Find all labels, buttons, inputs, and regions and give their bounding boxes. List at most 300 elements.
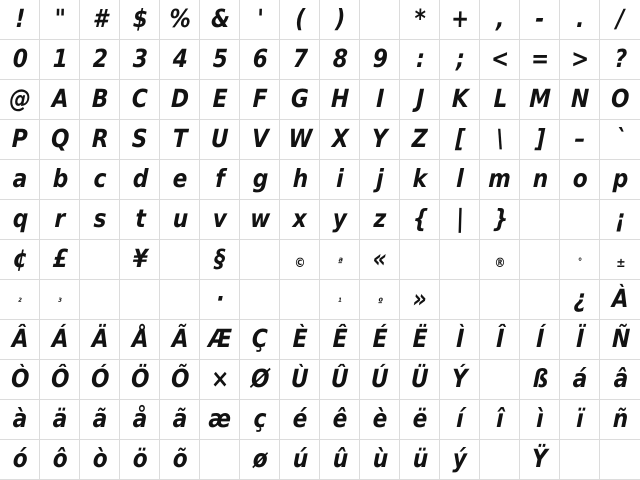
glyph-character: w [249, 204, 271, 233]
glyph-cell[interactable] [320, 200, 360, 240]
glyph-character: ª [337, 257, 343, 268]
glyph-character: ä [52, 404, 68, 433]
glyph-character: > [570, 44, 590, 73]
glyph-cell[interactable] [40, 280, 80, 320]
glyph-cell[interactable] [200, 40, 240, 80]
glyph-cell[interactable] [200, 0, 240, 40]
glyph-cell[interactable] [440, 80, 480, 120]
glyph-cell[interactable] [240, 360, 280, 400]
glyph-cell[interactable] [120, 160, 160, 200]
glyph-cell[interactable] [400, 200, 440, 240]
glyph-cell[interactable] [0, 40, 40, 80]
glyph-character: Z [411, 124, 429, 153]
glyph-character: ã [172, 404, 188, 433]
glyph-cell[interactable] [320, 360, 360, 400]
glyph-character: U [210, 124, 230, 153]
glyph-character: r [54, 204, 66, 233]
glyph-cell[interactable] [0, 0, 40, 40]
glyph-cell[interactable] [520, 360, 560, 400]
glyph-cell[interactable] [160, 120, 200, 160]
glyph-character: 6 [252, 44, 269, 73]
glyph-cell[interactable] [560, 240, 600, 280]
glyph-cell[interactable] [200, 160, 240, 200]
glyph-cell[interactable] [160, 40, 200, 80]
glyph-character: i [335, 164, 345, 193]
glyph-character: À [611, 284, 630, 313]
glyph-cell[interactable] [120, 320, 160, 360]
glyph-character: } [492, 204, 509, 233]
glyph-cell[interactable] [120, 360, 160, 400]
glyph-cell[interactable] [0, 320, 40, 360]
glyph-character: z [373, 204, 387, 233]
glyph-character: k [412, 164, 428, 193]
glyph-cell[interactable] [360, 440, 400, 480]
glyph-cell[interactable] [400, 320, 440, 360]
glyph-cell[interactable] [160, 440, 200, 480]
glyph-character: Y [371, 124, 389, 153]
glyph-character: g [251, 164, 269, 193]
glyph-character: Ý [451, 364, 469, 393]
glyph-cell[interactable] [0, 200, 40, 240]
glyph-character: S [131, 124, 149, 153]
glyph-cell[interactable] [360, 360, 400, 400]
glyph-character: ù [372, 444, 389, 473]
glyph-character: & [210, 4, 230, 33]
glyph-cell[interactable] [120, 120, 160, 160]
glyph-character: Ø [250, 364, 270, 393]
glyph-cell[interactable] [440, 280, 480, 320]
glyph-cell[interactable] [440, 40, 480, 80]
glyph-character: b [51, 164, 69, 193]
glyph-character: Q [50, 124, 70, 153]
glyph-character: ý [452, 444, 468, 473]
glyph-cell[interactable] [560, 440, 600, 480]
glyph-character: « [372, 244, 388, 273]
glyph-character: R [91, 124, 109, 153]
glyph-character [459, 244, 461, 273]
glyph-cell[interactable] [400, 280, 440, 320]
glyph-cell[interactable] [440, 120, 480, 160]
glyph-cell[interactable] [440, 0, 480, 40]
glyph-character: Õ [170, 364, 190, 393]
glyph-cell[interactable] [0, 400, 40, 440]
glyph-cell[interactable] [320, 120, 360, 160]
glyph-character: O [611, 84, 631, 113]
glyph-character: è [372, 404, 388, 433]
glyph-character: õ [172, 444, 188, 473]
glyph-character: 9 [372, 44, 389, 73]
glyph-cell[interactable] [80, 0, 120, 40]
glyph-cell[interactable] [160, 240, 200, 280]
glyph-cell[interactable] [360, 40, 400, 80]
glyph-cell[interactable] [80, 240, 120, 280]
glyph-cell[interactable] [120, 80, 160, 120]
glyph-cell[interactable] [400, 120, 440, 160]
glyph-cell[interactable] [120, 280, 160, 320]
glyph-cell[interactable] [480, 320, 520, 360]
glyph-cell[interactable] [240, 240, 280, 280]
glyph-character: N [570, 84, 590, 113]
glyph-character: ñ [612, 404, 629, 433]
glyph-cell[interactable] [80, 40, 120, 80]
glyph-cell[interactable] [160, 200, 200, 240]
glyph-cell[interactable] [560, 360, 600, 400]
glyph-character: ¥ [132, 244, 149, 273]
glyph-cell[interactable] [480, 120, 520, 160]
glyph-cell[interactable] [560, 80, 600, 120]
glyph-character: l [455, 164, 465, 193]
glyph-character: ò [92, 444, 108, 473]
glyph-cell[interactable] [160, 0, 200, 40]
glyph-cell[interactable] [80, 360, 120, 400]
glyph-cell[interactable] [480, 40, 520, 80]
glyph-cell[interactable] [480, 240, 520, 280]
glyph-cell[interactable] [0, 120, 40, 160]
glyph-cell[interactable] [80, 160, 120, 200]
glyph-cell[interactable] [240, 80, 280, 120]
glyph-cell[interactable] [360, 280, 400, 320]
glyph-cell[interactable] [200, 320, 240, 360]
glyph-character: Ì [455, 324, 465, 353]
glyph-cell[interactable] [360, 0, 400, 40]
glyph-character: @ [8, 84, 32, 113]
glyph-cell[interactable] [520, 160, 560, 200]
glyph-cell[interactable] [440, 360, 480, 400]
glyph-character: A [51, 84, 69, 113]
glyph-character: ô [52, 444, 68, 473]
glyph-cell[interactable] [560, 120, 600, 160]
glyph-cell[interactable] [0, 160, 40, 200]
glyph-cell[interactable] [600, 200, 640, 240]
glyph-cell[interactable] [600, 40, 640, 80]
glyph-character: Ï [575, 324, 585, 353]
glyph-cell[interactable] [80, 400, 120, 440]
glyph-cell[interactable] [400, 400, 440, 440]
glyph-cell[interactable] [80, 280, 120, 320]
glyph-character: P [11, 124, 29, 153]
glyph-cell[interactable] [360, 160, 400, 200]
glyph-cell[interactable] [280, 80, 320, 120]
glyph-cell[interactable] [120, 440, 160, 480]
glyph-character: Ä [91, 324, 109, 353]
glyph-cell[interactable] [80, 120, 120, 160]
glyph-cell[interactable] [400, 360, 440, 400]
glyph-character: f [214, 164, 226, 193]
glyph-cell[interactable] [520, 40, 560, 80]
glyph-cell[interactable] [400, 40, 440, 80]
glyph-cell[interactable] [480, 280, 520, 320]
glyph-character: é [292, 404, 308, 433]
glyph-character: Í [535, 324, 545, 353]
glyph-cell[interactable] [560, 200, 600, 240]
glyph-cell[interactable] [0, 240, 40, 280]
glyph-cell[interactable] [480, 440, 520, 480]
glyph-character: H [330, 84, 350, 113]
glyph-cell[interactable] [320, 160, 360, 200]
glyph-cell[interactable] [40, 440, 80, 480]
glyph-cell[interactable] [360, 120, 400, 160]
glyph-character: , [495, 4, 505, 33]
glyph-cell[interactable] [80, 200, 120, 240]
glyph-cell[interactable] [320, 240, 360, 280]
glyph-cell[interactable] [520, 400, 560, 440]
glyph-character: q [11, 204, 29, 233]
glyph-cell[interactable] [520, 120, 560, 160]
glyph-character: Î [495, 324, 505, 353]
glyph-character: t [134, 204, 146, 233]
glyph-cell[interactable] [280, 240, 320, 280]
glyph-cell[interactable] [440, 200, 480, 240]
glyph-character: u [172, 204, 189, 233]
glyph-cell[interactable] [40, 360, 80, 400]
glyph-character: M [528, 84, 552, 113]
glyph-cell[interactable] [440, 160, 480, 200]
glyph-character: ê [332, 404, 348, 433]
glyph-cell[interactable] [320, 40, 360, 80]
glyph-cell[interactable] [40, 160, 80, 200]
glyph-cell[interactable] [520, 200, 560, 240]
glyph-character: Ü [410, 364, 430, 393]
glyph-character: \ [495, 124, 505, 153]
glyph-cell[interactable] [360, 400, 400, 440]
glyph-cell[interactable] [560, 280, 600, 320]
glyph-character: ß [531, 364, 549, 393]
glyph-cell[interactable] [280, 400, 320, 440]
glyph-character: ' [256, 4, 264, 33]
glyph-cell[interactable] [280, 40, 320, 80]
glyph-cell[interactable] [440, 240, 480, 280]
glyph-cell[interactable] [40, 320, 80, 360]
glyph-cell[interactable] [280, 120, 320, 160]
glyph-cell[interactable] [240, 120, 280, 160]
glyph-cell[interactable] [160, 280, 200, 320]
glyph-cell[interactable] [200, 280, 240, 320]
glyph-character: × [210, 364, 230, 393]
glyph-cell[interactable] [200, 240, 240, 280]
glyph-cell[interactable] [0, 440, 40, 480]
glyph-cell[interactable] [160, 320, 200, 360]
glyph-character: Ê [332, 324, 348, 353]
glyph-cell[interactable] [360, 240, 400, 280]
glyph-cell[interactable] [600, 320, 640, 360]
glyph-cell[interactable] [280, 440, 320, 480]
glyph-cell[interactable] [160, 360, 200, 400]
glyph-character: h [292, 164, 309, 193]
glyph-cell[interactable] [600, 360, 640, 400]
glyph-character: Ù [290, 364, 310, 393]
glyph-cell[interactable] [560, 160, 600, 200]
glyph-character: ¡ [615, 204, 626, 233]
glyph-cell[interactable] [600, 400, 640, 440]
glyph-cell[interactable] [600, 280, 640, 320]
glyph-cell[interactable] [200, 200, 240, 240]
glyph-character: Ç [251, 324, 269, 353]
glyph-cell[interactable] [480, 360, 520, 400]
glyph-cell[interactable] [600, 160, 640, 200]
glyph-cell[interactable] [480, 160, 520, 200]
glyph-cell[interactable] [160, 160, 200, 200]
glyph-character: 8 [332, 44, 349, 73]
glyph-character: y [332, 204, 348, 233]
glyph-cell[interactable] [120, 200, 160, 240]
glyph-character: m [488, 164, 512, 193]
glyph-character: ( [294, 4, 306, 33]
glyph-cell[interactable] [80, 80, 120, 120]
glyph-cell[interactable] [520, 80, 560, 120]
glyph-cell[interactable] [200, 80, 240, 120]
glyph-cell[interactable] [240, 320, 280, 360]
glyph-cell[interactable] [400, 80, 440, 120]
glyph-cell[interactable] [520, 320, 560, 360]
glyph-cell[interactable] [440, 320, 480, 360]
glyph-character: ² [17, 297, 23, 308]
glyph-character: G [290, 84, 310, 113]
glyph-cell[interactable] [240, 0, 280, 40]
glyph-character: – [574, 124, 586, 153]
glyph-cell[interactable] [320, 0, 360, 40]
glyph-cell[interactable] [40, 120, 80, 160]
glyph-cell[interactable] [480, 400, 520, 440]
glyph-cell[interactable] [600, 80, 640, 120]
glyph-cell[interactable] [40, 400, 80, 440]
glyph-cell[interactable] [320, 80, 360, 120]
glyph-cell[interactable] [240, 280, 280, 320]
glyph-character: n [532, 164, 549, 193]
glyph-cell[interactable] [80, 440, 120, 480]
glyph-cell[interactable] [280, 160, 320, 200]
glyph-cell[interactable] [520, 440, 560, 480]
glyph-cell[interactable] [600, 0, 640, 40]
glyph-cell[interactable] [360, 320, 400, 360]
glyph-cell[interactable] [120, 40, 160, 80]
glyph-cell[interactable] [280, 280, 320, 320]
glyph-cell[interactable] [400, 240, 440, 280]
glyph-cell[interactable] [280, 0, 320, 40]
glyph-character: % [168, 4, 192, 33]
glyph-cell[interactable] [200, 440, 240, 480]
glyph-cell[interactable] [40, 80, 80, 120]
glyph-cell[interactable] [600, 440, 640, 480]
glyph-cell[interactable] [160, 400, 200, 440]
glyph-cell[interactable] [320, 400, 360, 440]
glyph-cell[interactable] [520, 240, 560, 280]
glyph-character: 1 [52, 44, 69, 73]
glyph-cell[interactable] [400, 0, 440, 40]
glyph-character: à [12, 404, 28, 433]
glyph-character: = [530, 44, 550, 73]
glyph-cell[interactable] [0, 280, 40, 320]
glyph-cell[interactable] [400, 160, 440, 200]
glyph-character: F [252, 84, 268, 113]
glyph-character: L [492, 84, 508, 113]
glyph-character: Ò [10, 364, 30, 393]
glyph-character: · [215, 284, 225, 313]
glyph-character: á [572, 364, 588, 393]
glyph-character: £ [52, 244, 69, 273]
glyph-cell[interactable] [240, 400, 280, 440]
glyph-cell[interactable] [240, 200, 280, 240]
glyph-cell[interactable] [200, 360, 240, 400]
glyph-character: ; [455, 44, 465, 73]
glyph-character: { [412, 204, 429, 233]
glyph-character: B [91, 84, 109, 113]
glyph-cell[interactable] [0, 360, 40, 400]
glyph-character: ú [292, 444, 309, 473]
glyph-cell[interactable] [440, 400, 480, 440]
glyph-character: E [212, 84, 228, 113]
glyph-character: ! [14, 4, 26, 33]
glyph-cell[interactable] [280, 320, 320, 360]
glyph-character: - [535, 4, 546, 33]
glyph-cell[interactable] [240, 160, 280, 200]
glyph-cell[interactable] [320, 280, 360, 320]
glyph-cell[interactable] [560, 0, 600, 40]
glyph-cell[interactable] [200, 400, 240, 440]
glyph-cell[interactable] [520, 280, 560, 320]
glyph-cell[interactable] [120, 0, 160, 40]
glyph-character: C [131, 84, 149, 113]
glyph-cell[interactable] [440, 440, 480, 480]
glyph-character: I [375, 84, 385, 113]
glyph-character: ³ [57, 297, 63, 308]
glyph-character: / [616, 4, 625, 33]
glyph-character: 2 [92, 44, 109, 73]
glyph-cell[interactable] [0, 80, 40, 120]
glyph-cell[interactable] [160, 80, 200, 120]
glyph-cell[interactable] [40, 0, 80, 40]
glyph-cell[interactable] [560, 400, 600, 440]
glyph-cell[interactable] [560, 40, 600, 80]
glyph-cell[interactable] [80, 320, 120, 360]
glyph-cell[interactable] [600, 240, 640, 280]
glyph-character: : [415, 44, 425, 73]
glyph-character: 0 [12, 44, 29, 73]
glyph-cell[interactable] [120, 240, 160, 280]
glyph-cell[interactable] [360, 200, 400, 240]
glyph-cell[interactable] [560, 320, 600, 360]
glyph-cell[interactable] [480, 200, 520, 240]
glyph-character: * [414, 4, 427, 33]
glyph-cell[interactable] [480, 80, 520, 120]
glyph-cell[interactable] [280, 360, 320, 400]
glyph-character: Û [330, 364, 350, 393]
glyph-cell[interactable] [360, 80, 400, 120]
glyph-character: ç [253, 404, 267, 433]
glyph-cell[interactable] [40, 240, 80, 280]
glyph-character: $ [132, 4, 149, 33]
glyph-cell[interactable] [320, 440, 360, 480]
glyph-cell[interactable] [200, 120, 240, 160]
glyph-cell[interactable] [240, 440, 280, 480]
glyph-character: p [612, 164, 629, 193]
glyph-cell[interactable] [480, 0, 520, 40]
glyph-cell[interactable] [40, 200, 80, 240]
glyph-cell[interactable] [240, 40, 280, 80]
glyph-character: É [372, 324, 388, 353]
glyph-cell[interactable] [40, 40, 80, 80]
glyph-character: ó [12, 444, 28, 473]
glyph-cell[interactable] [600, 120, 640, 160]
glyph-character: . [575, 4, 585, 33]
glyph-cell[interactable] [400, 440, 440, 480]
glyph-cell[interactable] [320, 320, 360, 360]
glyph-cell[interactable] [120, 400, 160, 440]
glyph-character: [ [454, 124, 466, 153]
glyph-cell[interactable] [280, 200, 320, 240]
glyph-character: Ë [412, 324, 428, 353]
glyph-cell[interactable] [520, 0, 560, 40]
glyph-character: ¢ [12, 244, 29, 273]
